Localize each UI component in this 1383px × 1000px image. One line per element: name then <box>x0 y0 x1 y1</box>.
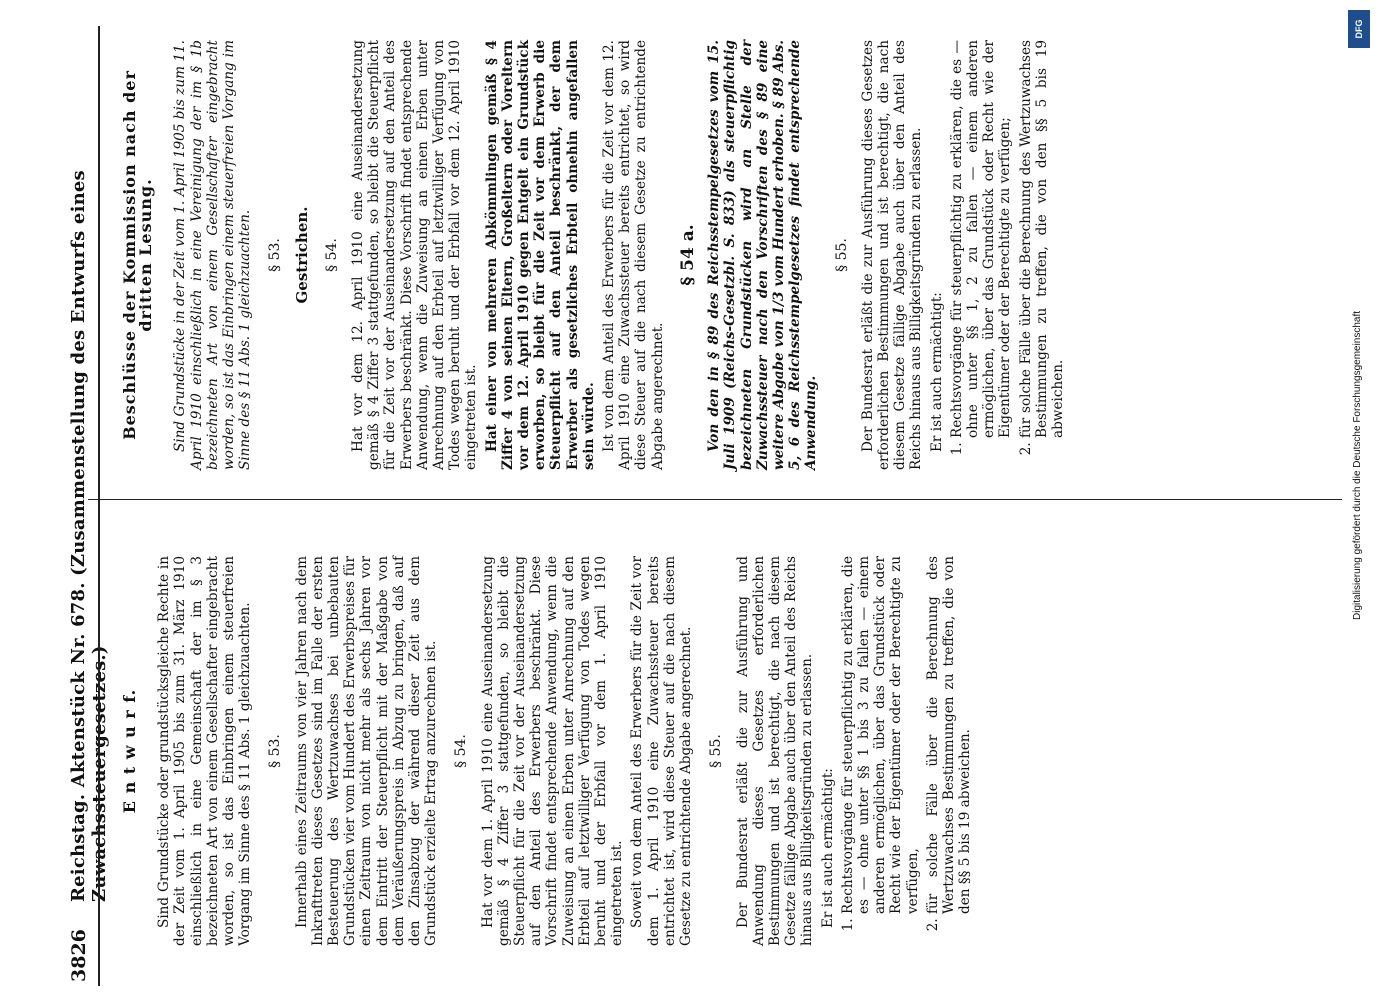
right-list <box>949 40 1066 452</box>
right-paragraph-54a-new: Von den in § 89 des Reichsstempelgesetzes vom 15. Juli 1909 (Reichs-Gesetzbl. S. 833) als steuerpflichtig bezeichneten Grundstücken wird an Stelle der Zuwachssteuer nach den Vorschriften des § 89 eine weitere Abgabe von 1/3 vom Hundert erhoben. § 89 Abs. 5, 6 des Reichsstempelgesetzes findet entsprechende Anwendung. <box>706 40 820 470</box>
left-section-54: § 54. <box>453 734 470 768</box>
left-list-item-1: 1. Rechtsvorgänge für steuerpflichtig zu erklären, die es — ohne unter §§ 1 bis 3 zu fallen — einem anderen ermöglichen, über das Grundstück oder Recht wie der Eigentümer oder der Berechtigte zu verfügen, <box>840 556 921 914</box>
left-section-53: § 53. <box>267 734 284 768</box>
right-list-item-2: 2. für solche Fälle über die Berechnung des Wertzuwachses Bestimmungen zu treffen, die von den §§ 5 bis 19 abweichen. <box>1018 40 1067 438</box>
left-list-item-2: 2. für solche Fälle über die Berechnung des Wertzuwachses Bestimmungen zu treffen, die von den §§ 5 bis 19 abweichen. <box>925 556 974 914</box>
left-paragraph-53: Innerhalb eines Zeitraums von vier Jahren nach dem Inkrafttreten dieses Gesetzes sind im Falle der ersten Besteuerung des Wertzuwachses bei unbebauten Grundstücken vier vom Hundert des Erwerbspreises für einen Zeitraum von nicht mehr als sechs Jahren vor dem Eintritt der Steuerpflicht mit der Maßgabe von dem Veräußerungspreis in Abzug zu bringen, daß auf den Zinsabzug der während dieser Zeit aus dem Grundstück erzielte Ertrag anzurechnen ist. <box>293 556 440 946</box>
header-rule <box>98 26 100 986</box>
right-section-55: § 55. <box>833 238 850 272</box>
left-section-55: § 55. <box>708 734 725 768</box>
left-column-heading: E n t w u r f. <box>120 688 139 814</box>
right-section-53: § 53. <box>267 238 284 272</box>
right-intro-paragraph: Sind Grundstücke in der Zeit vom 1. April 1905 bis zum 11. April 1910 einschließlich in eine Vereinigung der im § 1b bezeichneten Art von einem Gesellschafter eingebracht worden, so ist das Einbringen einem steuerfreien Vorgang im Sinne des § 11 Abs. 1 gleichzuachten. <box>172 40 254 470</box>
right-paragraph-55b: Er ist auch ermächtigt: <box>928 292 945 452</box>
left-paragraph-55: Der Bundesrat erläßt die zur Ausführung und Anwendung dieses Gesetzes erforderlichen Bestimmungen und ist berechtigt, die nach diesem Gesetze fällige Abgabe auch über den Anteil des Reichs hinaus aus Billigkeitsgründen zu erlassen. <box>734 556 816 946</box>
digitization-credit: Digitalisierung gefördert durch die Deutsche Forschungsgemeinschaft <box>1352 310 1363 620</box>
right-paragraph-54a: Hat vor dem 12. April 1910 eine Auseinandersetzung gemäß § 4 Ziffer 3 stattgefunden, so bleibt die Steuerpflicht für die Zeit vor der Auseinandersetzung auf den Anteil des Erwerbers beschränkt. Diese Vorschrift findet entsprechende Anwendung, wenn die Zuweisung an einen Erben unter Anrechnung auf den Erbteil auf letztwilliger Verfügung von Todes wegen beruht und der Erbfall vor dem 12. April 1910 eingetreten ist. <box>350 40 480 470</box>
left-column <box>108 556 977 946</box>
column-divider <box>88 498 1342 500</box>
left-list <box>840 556 974 928</box>
left-intro-paragraph: Sind Grundstücke oder grundstücksgleiche Rechte in der Zeit vom 1. April 1905 bis zum 31. März 1910 einschließlich in eine Gemeinschaft der im § 3 bezeichneten Art von einem Gesellschafter eingebracht worden, so ist das Einbringen einem steuerfreien Vorgang im Sinne des § 11 Abs. 1 gleichzuachten. <box>156 556 254 946</box>
right-paragraph-54c: Ist von dem Anteil des Erwerbers für die Zeit vor dem 12. April 1910 eine Zuwachssteuer bereits entrichtet, so wird diese Steuer auf die nach diesem Gesetze zu entrichtende Abgabe angerechnet. <box>601 40 666 470</box>
right-section-54a: § 54 a. <box>677 224 698 286</box>
right-column <box>108 40 1070 470</box>
right-column-heading: Beschlüsse der Kommission nach der dritten Lesung. <box>120 70 156 440</box>
dfg-logo: DFG <box>1348 10 1370 48</box>
right-paragraph-54-bold: Hat einer von mehreren Abkömmlingen gemäß § 4 Ziffer 4 von seinen Eltern, Großeltern oder Voreltern vor dem 12. April 1910 gegen Entgelt ein Grundstück erworben, so bleibt für die Zeit vor dem Erwerb die Steuerpflicht auf den Anteil beschränkt, der dem Erwerber als gesetzliches Erbteil ohnehin angefallen sein würde. <box>483 40 597 470</box>
page-header <box>66 32 110 982</box>
left-paragraph-54b: Soweit von dem Anteil des Erwerbers für die Zeit vor dem 1. April 1910 eine Zuwachssteuer bereits entrichtet ist, wird diese Steuer auf die nach diesem Gesetze zu entrichtende Abgabe angerechnet. <box>629 556 695 946</box>
page-number: 3826 <box>68 929 90 982</box>
right-paragraph-55: Der Bundesrat erläßt die zur Ausführung dieses Gesetzes erforderlichen Bestimmungen und ist berechtigt, die nach diesem Gesetze fällige Abgabe auch über den Anteil des Reichs hinaus aus Billigkeitsgründen zu erlassen. <box>859 40 925 470</box>
right-section-54: § 54. <box>323 238 340 272</box>
running-title: Reichstag. Aktenstück Nr. 678. (Zusammenstellung des Entwurfs eines Zuwachssteuergesetzes.) <box>68 170 110 902</box>
right-list-item-1: 1. Rechtsvorgänge für steuerpflichtig zu erklären, die es — ohne unter §§ 1, 2 zu fallen — einem anderen ermöglichen, über das Grundstück oder Recht wie der Eigentümer oder der Berechtigte zu verfügen; <box>949 40 1014 438</box>
struck-note: Gestrichen. <box>292 206 311 304</box>
left-paragraph-54a: Hat vor dem 1. April 1910 eine Auseinandersetzung gemäß § 4 Ziffer 3 stattgefunden, so bleibt die Steuerpflicht für die Zeit vor der Auseinandersetzung auf den Anteil des Erwerbers beschränkt. Diese Vorschrift findet entsprechende Anwendung, wenn die Zuweisung an einen Erben unter Anrechnung auf den Erbteil auf letztwilliger Verfügung von Todes wegen beruht und der Erbfall vor dem 1. April 1910 eingetreten ist. <box>479 556 626 946</box>
left-paragraph-55b: Er ist auch ermächtigt: <box>819 768 836 928</box>
